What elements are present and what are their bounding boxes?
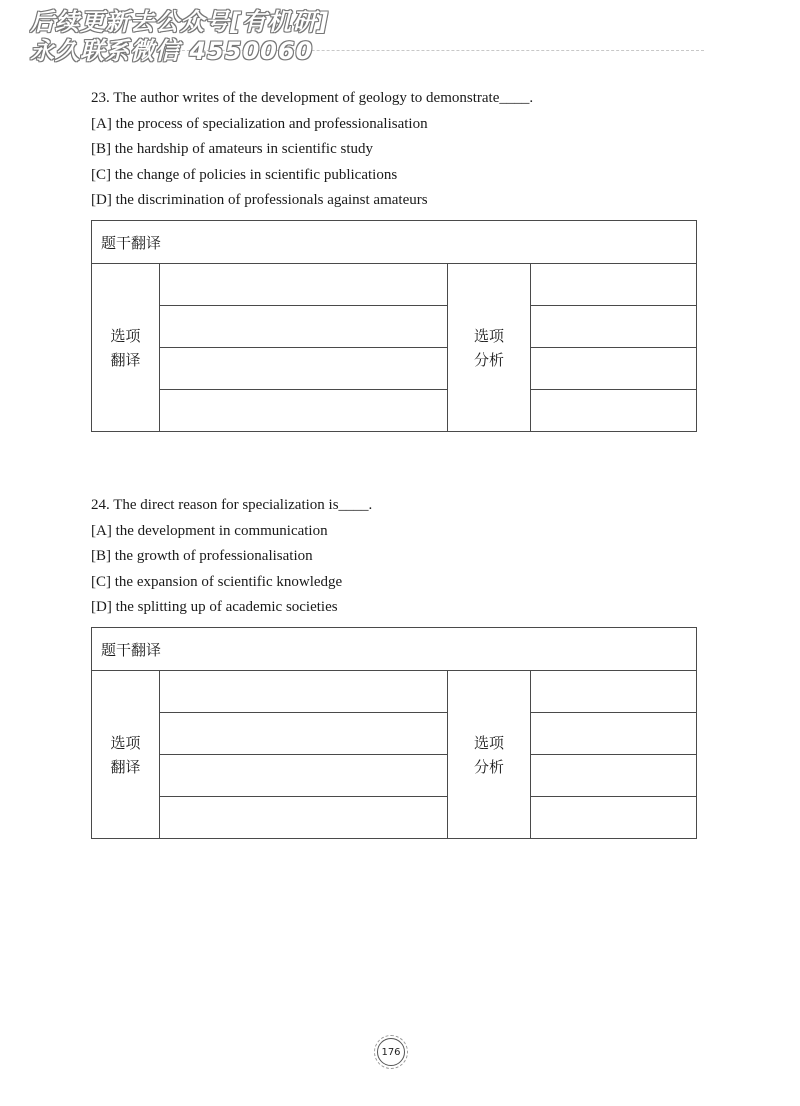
question-stem: 23. The author writes of the development of geology to demonstrate____. [91,90,534,106]
option-c: [C] the expansion of scientific knowledge [91,573,343,590]
analysis-cell[interactable] [531,671,697,713]
analysis-cell[interactable] [531,713,697,755]
watermark [30,8,360,66]
analysis-cell[interactable] [531,348,697,390]
analysis-cell[interactable] [531,264,697,306]
stem-translation-label: 题干翻译 [92,628,697,671]
question-24 [91,493,711,621]
analysis-cell[interactable] [531,306,697,348]
translation-cell[interactable] [160,671,448,713]
page-number: 176 [377,1038,405,1066]
translation-cell[interactable] [160,306,448,348]
translation-cell[interactable] [160,755,448,797]
option-a: [A] the development in communication [91,522,328,539]
answer-table-24 [91,627,697,839]
question-23 [91,86,711,214]
option-b: [B] the hardship of amateurs in scientific study [91,141,374,157]
option-b: [B] the growth of professionalisation [91,548,313,564]
option-translation-label: 选项 翻译 [92,264,160,432]
translation-cell[interactable] [160,348,448,390]
option-translation-label: 选项 翻译 [92,671,160,839]
translation-cell[interactable] [160,264,448,306]
question-stem: 24. The direct reason for specialization is____. [91,497,373,513]
translation-cell[interactable] [160,713,448,755]
option-analysis-label: 选项 分析 [448,264,531,432]
answer-table-23 [91,220,697,432]
option-c: [C] the change of policies in scientific publications [91,166,398,183]
option-d: [D] the splitting up of academic societies [91,599,338,615]
option-a: [A] the process of specialization and professionalisation [91,115,428,132]
watermark-line-1: 后续更新去公众号[有机研] [30,8,329,36]
translation-cell[interactable] [160,797,448,839]
analysis-cell[interactable] [531,797,697,839]
analysis-cell[interactable] [531,390,697,432]
translation-cell[interactable] [160,390,448,432]
watermark-line-2: 永久联系微信 4550060 [30,37,314,65]
option-d: [D] the discrimination of professionals against amateurs [91,192,428,208]
analysis-cell[interactable] [531,755,697,797]
stem-translation-label: 题干翻译 [92,221,697,264]
option-analysis-label: 选项 分析 [448,671,531,839]
